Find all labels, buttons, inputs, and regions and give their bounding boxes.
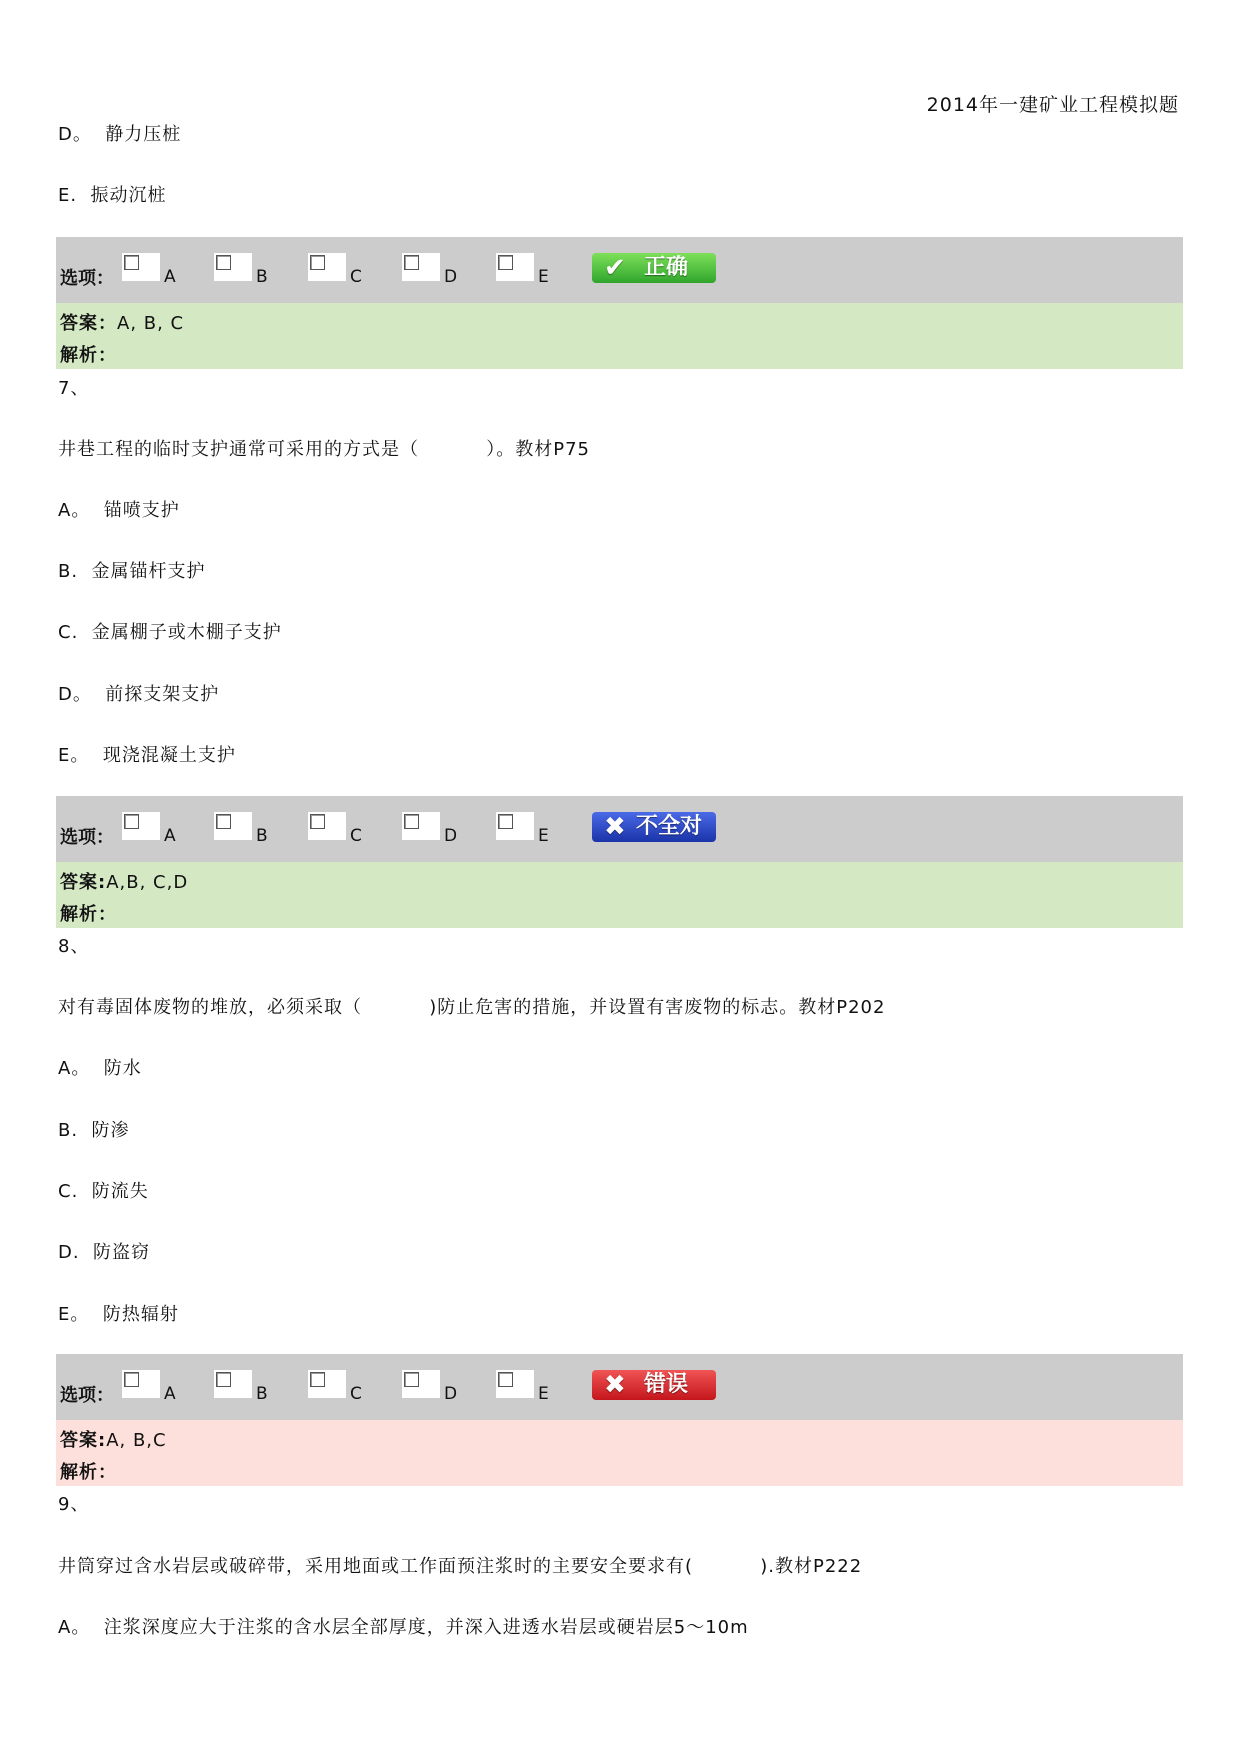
checkbox-icon[interactable]	[214, 812, 252, 840]
option-b: B. 防渗	[58, 1120, 130, 1141]
result-badge-wrong: ✖ 错误	[592, 1370, 716, 1400]
question-number: 9、	[58, 1494, 90, 1515]
answer-value: A, B, C	[117, 313, 185, 334]
checkbox-icon[interactable]	[308, 812, 346, 840]
answer-label: 答案：	[60, 313, 117, 334]
result-badge-partial: ✖ 不全对	[592, 812, 716, 842]
check-mark-icon: ✔	[604, 253, 626, 283]
answer-value: A, B,C	[106, 1430, 167, 1451]
option-e: E。 现浇混凝土支护	[58, 745, 236, 766]
options-label: 选项：	[60, 1385, 114, 1406]
checkbox-icon[interactable]	[402, 253, 440, 281]
answer-label: 答案:	[60, 872, 107, 893]
page-header-title: 2014年一建矿业工程模拟题	[926, 94, 1179, 116]
checkbox-icon[interactable]	[122, 1370, 160, 1398]
checkbox-icon[interactable]	[122, 253, 160, 281]
option-e: E。 防热辐射	[58, 1304, 179, 1325]
option-a: A。 锚喷支护	[58, 500, 180, 521]
answer-panel	[56, 303, 1183, 369]
option-d: D。 前探支架支护	[58, 684, 220, 705]
options-bar: 选项： A B C D E ✖ 错误	[56, 1354, 1183, 1420]
question-stem: 对有毒固体废物的堆放，必须采取（ )防止危害的措施，并设置有害废物的标志。教材P202	[58, 997, 886, 1018]
question-number: 7、	[58, 378, 90, 399]
option-c: C. 金属棚子或木棚子支护	[58, 622, 282, 643]
checkbox-icon[interactable]	[496, 253, 534, 281]
option-e: E. 振动沉桩	[58, 185, 167, 206]
option-d: D. 防盗窃	[58, 1242, 151, 1263]
option-a: A。 注浆深度应大于注浆的含水层全部厚度，并深入进透水岩层或硬岩层5～10m	[58, 1617, 749, 1638]
answer-value: A,B, C,D	[106, 872, 189, 893]
options-label: 选项：	[60, 827, 114, 848]
question-stem: 井筒穿过含水岩层或破碎带，采用地面或工作面预注浆时的主要安全要求有( ).教材P222	[58, 1556, 863, 1577]
checkbox-icon[interactable]	[122, 812, 160, 840]
result-badge-correct: ✔ 正确	[592, 253, 716, 283]
cross-mark-icon: ✖	[604, 1370, 626, 1400]
checkbox-icon[interactable]	[402, 1370, 440, 1398]
option-c: C. 防流失	[58, 1181, 149, 1202]
option-b: B. 金属锚杆支护	[58, 561, 206, 582]
question-stem: 井巷工程的临时支护通常可采用的方式是（ ）。教材P75	[58, 439, 590, 460]
checkbox-icon[interactable]	[496, 812, 534, 840]
cross-mark-icon: ✖	[604, 812, 626, 842]
answer-panel	[56, 1420, 1183, 1486]
options-bar: 选项： A B C D E ✖ 不全对	[56, 796, 1183, 862]
checkbox-icon[interactable]	[214, 253, 252, 281]
checkbox-icon[interactable]	[496, 1370, 534, 1398]
option-a: A。 防水	[58, 1058, 142, 1079]
checkbox-icon[interactable]	[214, 1370, 252, 1398]
analysis-label: 解析：	[60, 904, 117, 925]
answer-panel	[56, 862, 1183, 928]
answer-label: 答案:	[60, 1430, 107, 1451]
options-label: 选项：	[60, 268, 114, 289]
checkbox-icon[interactable]	[308, 1370, 346, 1398]
question-number: 8、	[58, 936, 90, 957]
analysis-label: 解析：	[60, 1462, 117, 1483]
checkbox-icon[interactable]	[308, 253, 346, 281]
analysis-label: 解析：	[60, 345, 117, 366]
checkbox-icon[interactable]	[402, 812, 440, 840]
option-d: D。 静力压桩	[58, 124, 182, 145]
options-bar: 选项： A B C D E ✔ 正确	[56, 237, 1183, 303]
